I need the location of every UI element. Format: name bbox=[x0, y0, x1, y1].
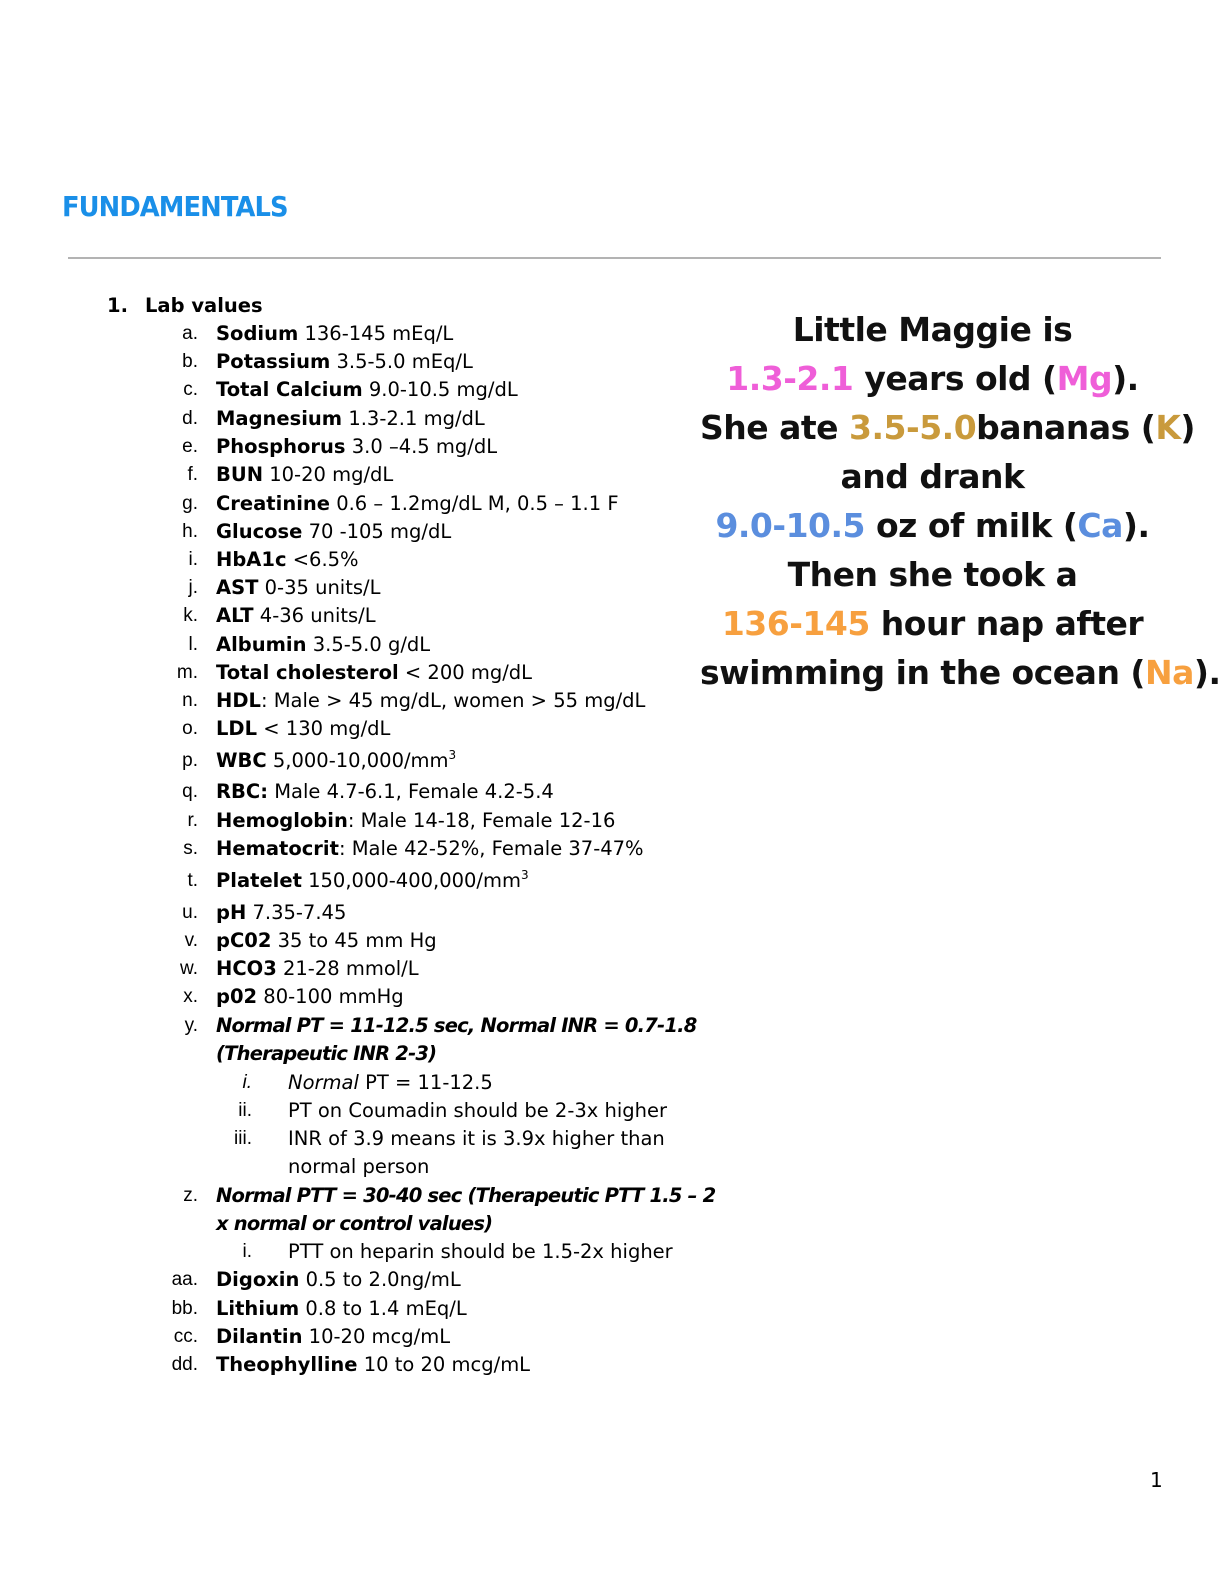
item-content bbox=[216, 983, 404, 1011]
item-value: 150,000-400,000/mm bbox=[301, 869, 521, 892]
item-content bbox=[216, 574, 380, 602]
item-value: <6.5% bbox=[286, 548, 359, 571]
section-label: Lab values bbox=[145, 294, 263, 317]
item-marker: b. bbox=[182, 351, 198, 372]
mnemonic-text: She ate bbox=[700, 408, 850, 447]
item-marker: p. bbox=[182, 750, 198, 771]
item-value: 0.8 to 1.4 mEq/L bbox=[299, 1297, 467, 1320]
item-value: 7.35-7.45 bbox=[246, 901, 347, 924]
item-content bbox=[216, 461, 393, 489]
horizontal-divider bbox=[68, 257, 1161, 259]
subitem-text: INR of 3.9 means it is 3.9x higher than bbox=[288, 1127, 665, 1150]
mnemonic-line bbox=[700, 599, 1165, 648]
item-content bbox=[216, 1040, 436, 1068]
item-content bbox=[216, 778, 554, 806]
item-name: Theophylline bbox=[216, 1353, 358, 1376]
item-marker: i. bbox=[188, 549, 198, 570]
item-marker: z. bbox=[183, 1185, 198, 1206]
item-content bbox=[216, 747, 456, 775]
item-marker: j. bbox=[188, 577, 198, 598]
item-marker: ii. bbox=[238, 1100, 252, 1121]
item-name: RBC: bbox=[216, 780, 268, 803]
item-value: 9.0-10.5 mg/dL bbox=[362, 378, 518, 401]
item-content bbox=[216, 1266, 461, 1294]
item-marker: s. bbox=[183, 838, 198, 859]
item-content bbox=[216, 1012, 696, 1040]
item-name: BUN bbox=[216, 463, 264, 486]
item-name: Total cholesterol bbox=[216, 661, 399, 684]
item-marker: i. bbox=[242, 1241, 252, 1262]
item-value: 10-20 mcg/mL bbox=[302, 1325, 451, 1348]
item-value: 10-20 mg/dL bbox=[263, 463, 394, 486]
item-name: p02 bbox=[216, 985, 258, 1008]
item-marker: dd. bbox=[171, 1354, 198, 1375]
item-content bbox=[216, 807, 615, 835]
item-name: Glucose bbox=[216, 520, 303, 543]
mnemonic-value-ca: 9.0-10.5 bbox=[715, 506, 866, 545]
item-name: HCO3 bbox=[216, 957, 277, 980]
subitem-text: PT on Coumadin should be 2-3x higher bbox=[288, 1099, 668, 1122]
item-value: 21-28 mmol/L bbox=[276, 957, 419, 980]
mnemonic-value-na: 136-145 bbox=[721, 604, 870, 643]
mnemonic-line: Then she took a bbox=[787, 555, 1078, 594]
mnemonic-text: swimming in the ocean ( bbox=[700, 653, 1146, 692]
item-content bbox=[216, 433, 497, 461]
mnemonic-text: ). bbox=[1112, 359, 1139, 398]
item-content bbox=[288, 1069, 493, 1097]
item-name: Hemoglobin bbox=[216, 809, 348, 832]
item-name: Digoxin bbox=[216, 1268, 300, 1291]
item-value: < 200 mg/dL bbox=[398, 661, 533, 684]
item-content bbox=[288, 1125, 665, 1153]
item-name: HbA1c bbox=[216, 548, 287, 571]
item-marker: o. bbox=[182, 718, 198, 739]
item-marker: x. bbox=[183, 986, 198, 1007]
item-content bbox=[216, 602, 376, 630]
mnemonic-line bbox=[700, 501, 1165, 550]
subitem-text-cont: normal person bbox=[288, 1155, 430, 1178]
section-marker: 1. bbox=[107, 294, 128, 317]
item-value: < 130 mg/dL bbox=[257, 717, 391, 740]
item-content bbox=[216, 405, 485, 433]
item-name: Sodium bbox=[216, 322, 299, 345]
item-content bbox=[216, 546, 359, 574]
item-name: Dilantin bbox=[216, 1325, 303, 1348]
mnemonic-text: oz of milk ( bbox=[865, 506, 1078, 545]
ptt-heading: Normal PTT = 30-40 sec (Therapeutic PTT 1.5 – 2 bbox=[216, 1184, 716, 1207]
subitem-text: PT = 11-12.5 bbox=[358, 1071, 493, 1094]
item-marker: q. bbox=[182, 781, 198, 802]
item-name: Magnesium bbox=[216, 407, 343, 430]
item-marker: f. bbox=[187, 464, 198, 485]
item-name: Potassium bbox=[216, 350, 331, 373]
item-value: 70 -105 mg/dL bbox=[302, 520, 452, 543]
item-marker: a. bbox=[182, 323, 198, 344]
item-name: pC02 bbox=[216, 929, 272, 952]
item-content bbox=[216, 867, 529, 895]
item-marker: u. bbox=[182, 902, 198, 923]
item-content bbox=[288, 1153, 429, 1181]
item-superscript: 3 bbox=[521, 868, 529, 882]
mnemonic-text: bananas ( bbox=[976, 408, 1156, 447]
mnemonic-symbol-k: K bbox=[1155, 408, 1181, 447]
page-number: 1 bbox=[1150, 1468, 1163, 1492]
item-content bbox=[216, 955, 419, 983]
item-marker: h. bbox=[182, 521, 198, 542]
mnemonic-line bbox=[700, 403, 1195, 452]
item-value: : Male > 45 mg/dL, women > 55 mg/dL bbox=[260, 689, 646, 712]
item-content bbox=[216, 1323, 450, 1351]
item-content bbox=[216, 348, 473, 376]
mnemonic-value-mg: 1.3-2.1 bbox=[726, 359, 854, 398]
ptt-heading-cont: x normal or control values) bbox=[216, 1212, 493, 1235]
item-content bbox=[216, 927, 437, 955]
mnemonic-line: and drank bbox=[840, 457, 1025, 496]
mnemonic-text: ). bbox=[1122, 506, 1150, 545]
item-value: 1.3-2.1 mg/dL bbox=[342, 407, 485, 430]
item-value: 0.6 – 1.2mg/dL M, 0.5 – 1.1 F bbox=[330, 492, 619, 515]
item-marker: d. bbox=[182, 408, 198, 429]
item-content bbox=[216, 835, 644, 863]
item-name: Creatinine bbox=[216, 492, 330, 515]
mnemonic-block bbox=[700, 305, 1221, 697]
item-marker: t. bbox=[187, 870, 198, 891]
item-name: Platelet bbox=[216, 869, 302, 892]
item-name: Phosphorus bbox=[216, 435, 346, 458]
item-marker: v. bbox=[184, 930, 198, 951]
mnemonic-symbol-na: Na bbox=[1145, 653, 1194, 692]
item-name: WBC bbox=[216, 749, 267, 772]
item-marker: iii. bbox=[234, 1128, 252, 1149]
item-value: 5,000-10,000/mm bbox=[266, 749, 449, 772]
item-content bbox=[216, 1295, 467, 1323]
item-superscript: 3 bbox=[448, 748, 457, 762]
item-name: Albumin bbox=[216, 633, 307, 656]
item-marker: cc. bbox=[173, 1326, 198, 1347]
mnemonic-text: years old ( bbox=[853, 359, 1057, 398]
item-content bbox=[216, 659, 532, 687]
item-marker: c. bbox=[183, 379, 198, 400]
item-marker: k. bbox=[183, 605, 198, 626]
item-value: 80-100 mmHg bbox=[257, 985, 404, 1008]
item-value: 3.5-5.0 mEq/L bbox=[330, 350, 473, 373]
mnemonic-value-k: 3.5-5.0 bbox=[849, 408, 977, 447]
item-marker: e. bbox=[182, 436, 198, 457]
item-value: 35 to 45 mm Hg bbox=[271, 929, 437, 952]
item-content bbox=[216, 1351, 530, 1379]
item-content bbox=[216, 1182, 715, 1210]
item-value: : Male 42-52%, Female 37-47% bbox=[338, 837, 644, 860]
item-marker: w. bbox=[180, 958, 198, 979]
item-name: AST bbox=[216, 576, 259, 599]
mnemonic-line bbox=[700, 648, 1221, 697]
item-name: Hematocrit bbox=[216, 837, 339, 860]
mnemonic-text: hour nap after bbox=[869, 604, 1144, 643]
mnemonic-line: Little Maggie is bbox=[792, 310, 1073, 349]
item-content bbox=[216, 1210, 492, 1238]
item-name: Lithium bbox=[216, 1297, 300, 1320]
item-marker: bb. bbox=[171, 1298, 198, 1319]
item-name: Total Calcium bbox=[216, 378, 363, 401]
item-content bbox=[216, 899, 346, 927]
item-marker: m. bbox=[176, 662, 198, 683]
item-content bbox=[216, 687, 645, 715]
item-marker: i. bbox=[242, 1072, 252, 1093]
item-content bbox=[216, 631, 430, 659]
subitem-italic: Normal bbox=[288, 1071, 359, 1094]
item-value: : Male 14-18, Female 12-16 bbox=[347, 809, 616, 832]
item-marker: y. bbox=[184, 1015, 198, 1036]
item-value: Male 4.7-6.1, Female 4.2-5.4 bbox=[268, 780, 554, 803]
pt-heading: Normal PT = 11-12.5 sec, Normal INR = 0.7-1.8 bbox=[216, 1014, 697, 1037]
item-content bbox=[216, 715, 390, 743]
pt-heading-cont: (Therapeutic INR 2-3) bbox=[216, 1042, 437, 1065]
item-content bbox=[216, 320, 453, 348]
subitem-text: PTT on heparin should be 1.5-2x higher bbox=[288, 1240, 673, 1263]
item-content bbox=[216, 376, 518, 404]
item-name: LDL bbox=[216, 717, 258, 740]
mnemonic-text: ). bbox=[1193, 653, 1221, 692]
item-content bbox=[216, 518, 451, 546]
item-marker: n. bbox=[182, 690, 198, 711]
page-title: FUNDAMENTALS bbox=[62, 190, 288, 223]
item-value: 3.0 –4.5 mg/dL bbox=[345, 435, 498, 458]
item-marker: g. bbox=[182, 493, 198, 514]
item-name: ALT bbox=[216, 604, 254, 627]
item-value: 10 to 20 mcg/mL bbox=[357, 1353, 531, 1376]
mnemonic-line bbox=[700, 354, 1165, 403]
item-content bbox=[216, 490, 619, 518]
item-marker: l. bbox=[188, 634, 198, 655]
mnemonic-text: ) bbox=[1180, 408, 1195, 447]
mnemonic-symbol-mg: Mg bbox=[1056, 359, 1113, 398]
item-content bbox=[288, 1097, 667, 1125]
item-name: pH bbox=[216, 901, 247, 924]
item-value: 0.5 to 2.0ng/mL bbox=[299, 1268, 461, 1291]
item-value: 0-35 units/L bbox=[258, 576, 381, 599]
item-marker: r. bbox=[187, 810, 198, 831]
item-name: HDL bbox=[216, 689, 261, 712]
mnemonic-symbol-ca: Ca bbox=[1077, 506, 1123, 545]
item-value: 136-145 mEq/L bbox=[298, 322, 454, 345]
item-value: 4-36 units/L bbox=[253, 604, 376, 627]
item-marker: aa. bbox=[171, 1269, 198, 1290]
item-content bbox=[288, 1238, 673, 1266]
item-value: 3.5-5.0 g/dL bbox=[306, 633, 431, 656]
